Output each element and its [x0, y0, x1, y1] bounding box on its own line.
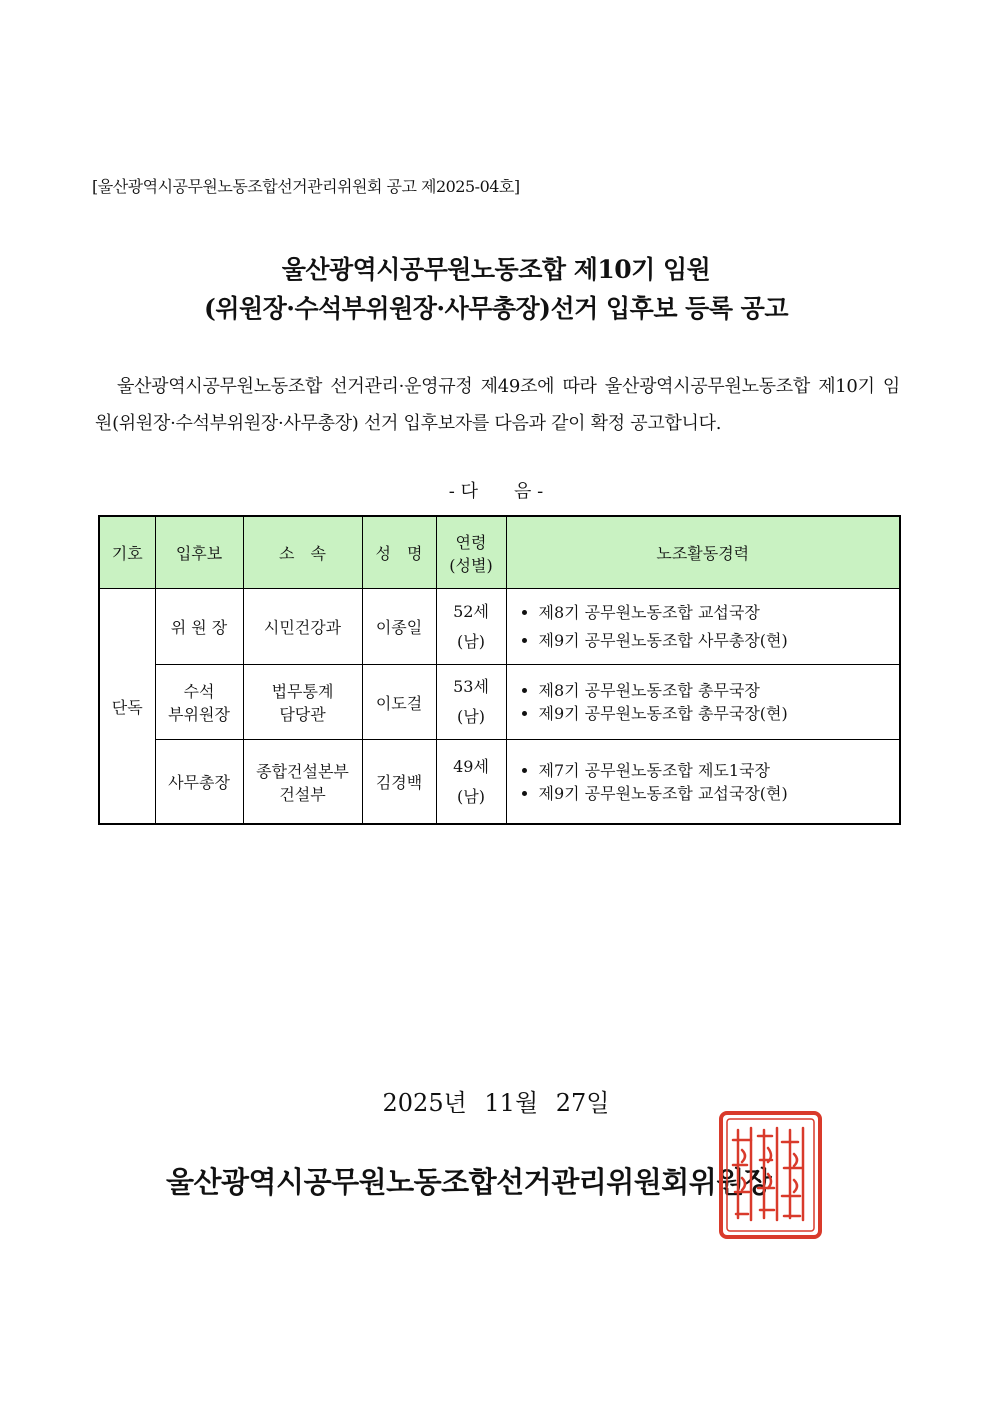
position-line1: 수석: [183, 682, 215, 701]
table-row: [99, 589, 900, 665]
age-value: 53세: [453, 677, 489, 696]
career-item: • 제8기 공무원노동조합 총무국장: [539, 679, 900, 702]
header-age-line1: 연령: [455, 532, 487, 552]
affiliation-cell: 시민건강과: [243, 589, 362, 665]
position-cell: 위 원 장: [155, 589, 243, 665]
document-title-line2: (위원장·수석부위원장·사무총장)선거 입후보 등록 공고: [204, 294, 788, 323]
gender-value: (남): [457, 631, 485, 651]
header-age: [436, 516, 506, 589]
affiliation-cell: [243, 665, 362, 740]
career-item: • 제7기 공무원노동조합 제도1국장: [539, 759, 900, 782]
affiliation-line1: 법무통계: [271, 682, 334, 701]
age-cell: [436, 740, 506, 825]
document-title-line1: 울산광역시공무원노동조합 제10기 임원: [281, 255, 711, 284]
header-candidacy: 입후보: [155, 516, 243, 589]
career-cell: [506, 665, 900, 740]
career-item: • 제9기 공무원노동조합 교섭국장(현): [539, 782, 900, 805]
header-career: 노조활동경력: [506, 516, 900, 589]
name-cell: 이도걸: [362, 665, 436, 740]
career-item: • 제9기 공무원노동조합 사무총장(현): [539, 627, 900, 655]
name-cell: 이종일: [362, 589, 436, 665]
age-cell: [436, 665, 506, 740]
intro-paragraph: [95, 368, 900, 442]
candidate-table: [98, 515, 901, 825]
age-value: 49세: [453, 756, 489, 776]
age-cell: [436, 589, 506, 665]
affiliation-line2: 담당관: [279, 705, 326, 724]
age-value: 52세: [453, 601, 489, 621]
career-item: • 제8기 공무원노동조합 교섭국장: [539, 599, 900, 627]
notice-date: 2025년 11월 27일: [382, 1089, 610, 1117]
official-seal-icon: [718, 1110, 823, 1240]
name-cell: 김경백: [362, 740, 436, 825]
header-age-line2: (성별): [449, 555, 493, 575]
position-cell: 사무총장: [155, 740, 243, 825]
table-row: [99, 665, 900, 740]
signer-title: 울산광역시공무원노동조합선거관리위원회위원장: [166, 1165, 772, 1199]
affiliation-cell: [243, 740, 362, 825]
header-affiliation: 소 속: [243, 516, 362, 589]
symbol-cell: 단독: [99, 589, 155, 825]
header-name: 성 명: [362, 516, 436, 589]
affiliation-line2: 건설부: [279, 784, 326, 804]
header-symbol: 기호: [99, 516, 155, 589]
intro-text: 울산광역시공무원노동조합 선거관리·운영규정 제49조에 따라 울산광역시공무원노동조합 제10기 임원(위원장·수석부위원장·사무총장) 선거 입후보자를 다음과 같이 확정 공고합니다.: [95, 376, 900, 434]
career-item: • 제9기 공무원노동조합 총무국장(현): [539, 702, 900, 725]
career-cell: [506, 740, 900, 825]
position-line2: 부위원장: [168, 705, 230, 724]
career-cell: [506, 589, 900, 665]
gender-value: (남): [457, 707, 485, 726]
affiliation-line1: 종합건설본부: [256, 761, 349, 781]
position-cell: [155, 665, 243, 740]
daeum-heading: - 다 음 -: [448, 481, 544, 502]
gender-value: (남): [457, 786, 485, 806]
table-row: [99, 740, 900, 825]
notice-number: [울산광역시공무원노동조합선거관리위원회 공고 제2025-04호]: [92, 177, 520, 196]
table-header-row: [99, 516, 900, 589]
